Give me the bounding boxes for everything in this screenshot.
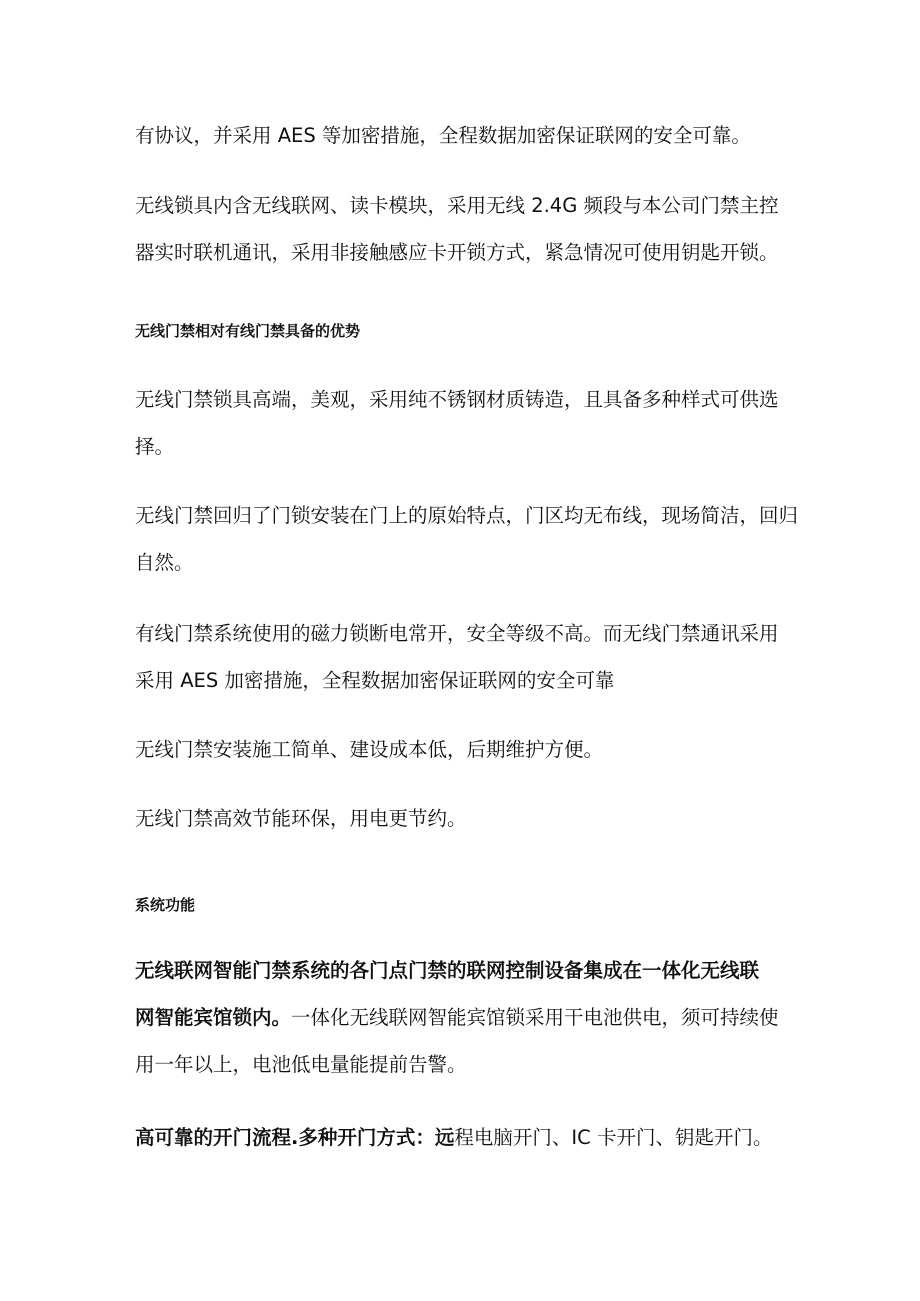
text-line: 采用 AES 加密措施，全程数据加密保证联网的安全可靠 (135, 669, 615, 692)
paragraph-no-wiring (135, 492, 815, 586)
text-line: 无线门禁锁具高端，美观，采用纯不锈钢材质铸造，且具备多种样式可供选 (135, 388, 779, 411)
section-heading-advantages: 无线门禁相对有线门禁具备的优势 (135, 322, 361, 340)
text-line: 无线门禁回归了门锁安装在门上的原始特点，门区均无布线，现场简洁，回归 (135, 504, 799, 527)
section-heading-functions: 系统功能 (135, 896, 196, 914)
text-line: 有协议，并采用 AES 等加密措施，全程数据加密保证联网的安全可靠。 (135, 124, 751, 147)
regular-text: 程电脑开门、IC 卡开门、钥匙开门。 (454, 1126, 773, 1149)
text-line: 自然。 (135, 551, 194, 574)
text-line (135, 1114, 815, 1161)
text-line (135, 994, 815, 1041)
regular-text: 一体化无线联网智能宾馆锁采用干电池供电，须可持续使 (291, 1006, 779, 1029)
paragraph-energy (135, 795, 815, 842)
text-line: 有线门禁系统使用的磁力锁断电常开，安全等级不高。而无线门禁通讯采用 (135, 622, 779, 645)
paragraph-security-comparison (135, 610, 815, 704)
text-line: 用一年以上，电池低电量能提前告警。 (135, 1053, 467, 1076)
paragraph-encryption (135, 112, 815, 159)
text-line: 无线锁具内含无线联网、读卡模块，采用无线 2.4G 频段与本公司门禁主控 (135, 194, 779, 217)
text-line: 择。 (135, 435, 175, 458)
paragraph-appearance (135, 376, 815, 470)
text-line: 无线门禁安装施工简单、建设成本低，后期维护方便。 (135, 738, 604, 761)
paragraph-lock-modules (135, 182, 815, 276)
bold-text: 高可靠的开门流程.多种开门方式：远 (135, 1126, 455, 1149)
text-line-bold: 无线联网智能门禁系统的各门点门禁的联网控制设备集成在一体化无线联 (135, 959, 760, 982)
paragraph-integration (135, 947, 815, 1088)
text-line: 无线门禁高效节能环保，用电更节约。 (135, 807, 467, 830)
paragraph-installation (135, 726, 815, 773)
text-line: 器实时联机通讯，采用非接触感应卡开锁方式，紧急情况可使用钥匙开锁。 (135, 241, 779, 264)
bold-text: 网智能宾馆锁内。 (135, 1006, 292, 1029)
paragraph-open-methods (135, 1114, 815, 1161)
